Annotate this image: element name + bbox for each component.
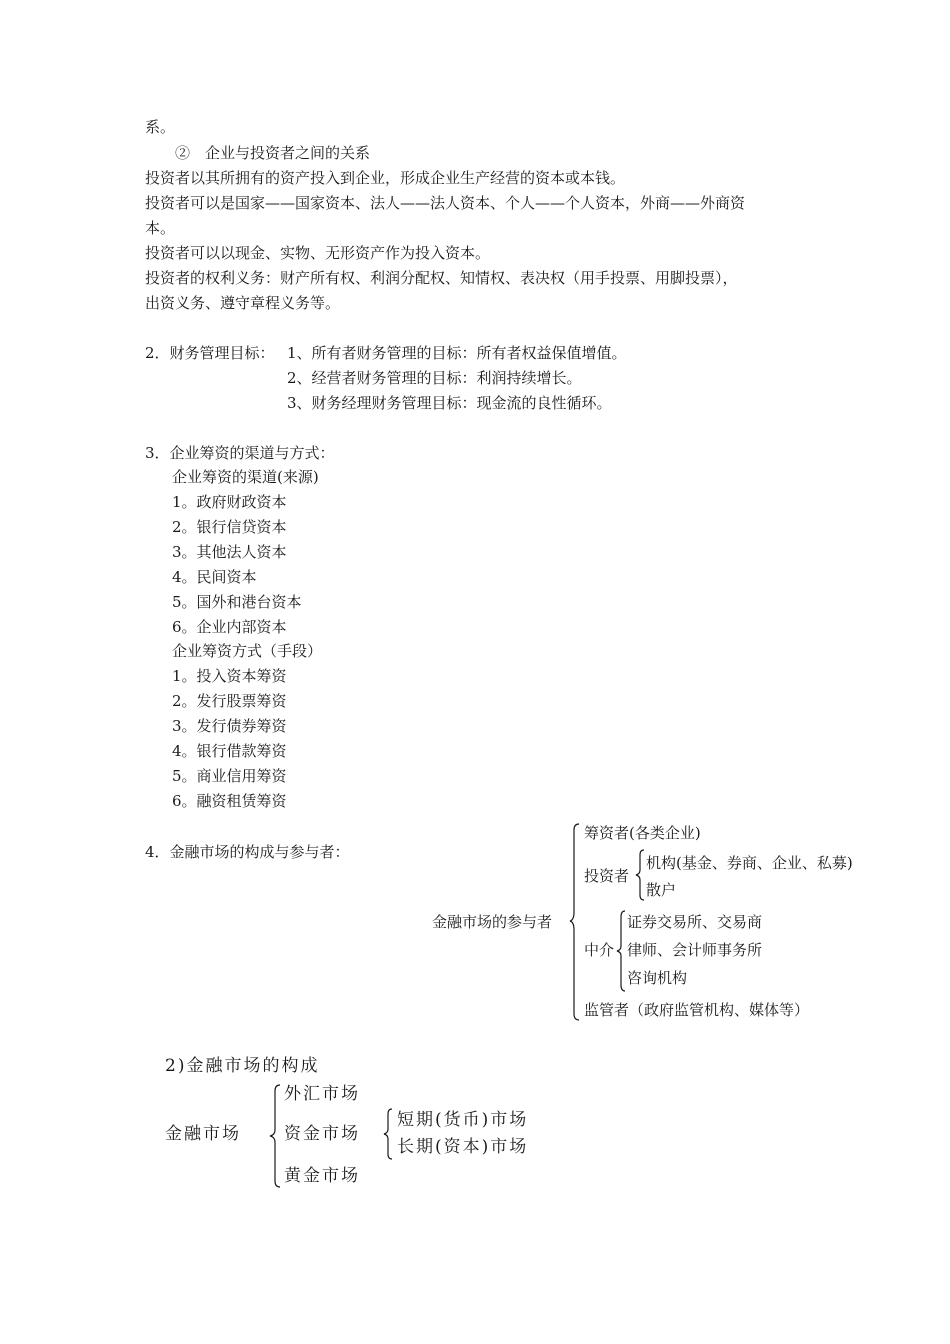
method-item: 3。发行债券筹资 [172, 717, 287, 735]
intermediary-item: 咨询机构 [627, 969, 688, 987]
capital-funds-brace [384, 1108, 394, 1160]
investor-section-heading: ② 企业与投资者之间的关系 [175, 144, 371, 162]
goals-title: 2．财务管理目标： [145, 344, 275, 362]
investor-line-6: 出资义务、遵守章程义务等。 [145, 294, 341, 312]
method-item: 1。投入资本筹资 [172, 667, 287, 685]
method-item: 5。商业信用筹资 [172, 767, 287, 785]
participants-brace [570, 822, 582, 1022]
investor-retail: 散户 [646, 881, 677, 899]
method-item: 2。发行股票筹资 [172, 692, 287, 710]
investor-brace [636, 849, 646, 901]
market-forex: 外汇市场 [284, 1084, 360, 1104]
method-item: 4。银行借款筹资 [172, 742, 287, 760]
participant-regulator: 监管者（政府监管机构、媒体等） [584, 1001, 810, 1019]
goal-item-1: 1、所有者财务管理的目标：所有者权益保值增值。 [287, 344, 627, 362]
methods-title: 企业筹资方式（手段） [172, 642, 323, 660]
participant-investor: 投资者 [584, 867, 630, 885]
investor-line-2: 投资者可以是国家——国家资本、法人——法人资本、个人——个人资本，外商——外商资 [145, 194, 746, 212]
market-capital-funds: 资金市场 [284, 1124, 360, 1144]
market-structure-brace [270, 1083, 282, 1189]
market-structure-root: 金融市场 [165, 1124, 241, 1144]
market-long-term: 长期(资本)市场 [397, 1137, 529, 1157]
investor-line-1: 投资者以其所拥有的资产投入到企业，形成企业生产经营的资本或本钱。 [145, 169, 626, 187]
channel-item: 1。政府财政资本 [172, 493, 287, 511]
paragraph-continuation: 系。 [145, 118, 176, 136]
intermediary-item: 律师、会计师事务所 [627, 941, 763, 959]
participant-intermediary: 中介 [584, 941, 615, 959]
channel-item: 2。银行信贷资本 [172, 518, 287, 536]
method-item: 6。融资租赁筹资 [172, 792, 287, 810]
participant-financier: 筹资者(各类企业) [584, 824, 701, 842]
intermediary-brace [617, 910, 627, 992]
market-section-title: 4．金融市场的构成与参与者： [145, 843, 350, 861]
financing-title: 3．企业筹资的渠道与方式： [145, 444, 335, 462]
channel-item: 5。国外和港台资本 [172, 593, 302, 611]
investor-institution: 机构(基金、券商、企业、私募) [646, 854, 853, 872]
intermediary-item: 证券交易所、交易商 [627, 913, 763, 931]
channel-item: 3。其他法人资本 [172, 543, 287, 561]
investor-line-4: 投资者可以以现金、实物、无形资产作为投入资本。 [145, 244, 491, 262]
channels-title: 企业筹资的渠道(来源) [172, 468, 319, 486]
market-structure-title: 2)金融市场的构成 [165, 1056, 320, 1076]
market-short-term: 短期(货币)市场 [397, 1110, 529, 1130]
investor-line-3: 本。 [145, 219, 176, 237]
participants-root: 金融市场的参与者 [432, 913, 553, 931]
goal-item-3: 3、财务经理财务管理目标：现金流的良性循环。 [287, 394, 612, 412]
channel-item: 6。企业内部资本 [172, 618, 287, 636]
investor-line-5: 投资者的权利义务：财产所有权、利润分配权、知情权、表决权（用手投票、用脚投票）， [145, 269, 738, 287]
goal-item-2: 2、经营者财务管理的目标：利润持续增长。 [287, 369, 582, 387]
market-gold: 黄金市场 [284, 1166, 360, 1186]
channel-item: 4。民间资本 [172, 568, 257, 586]
